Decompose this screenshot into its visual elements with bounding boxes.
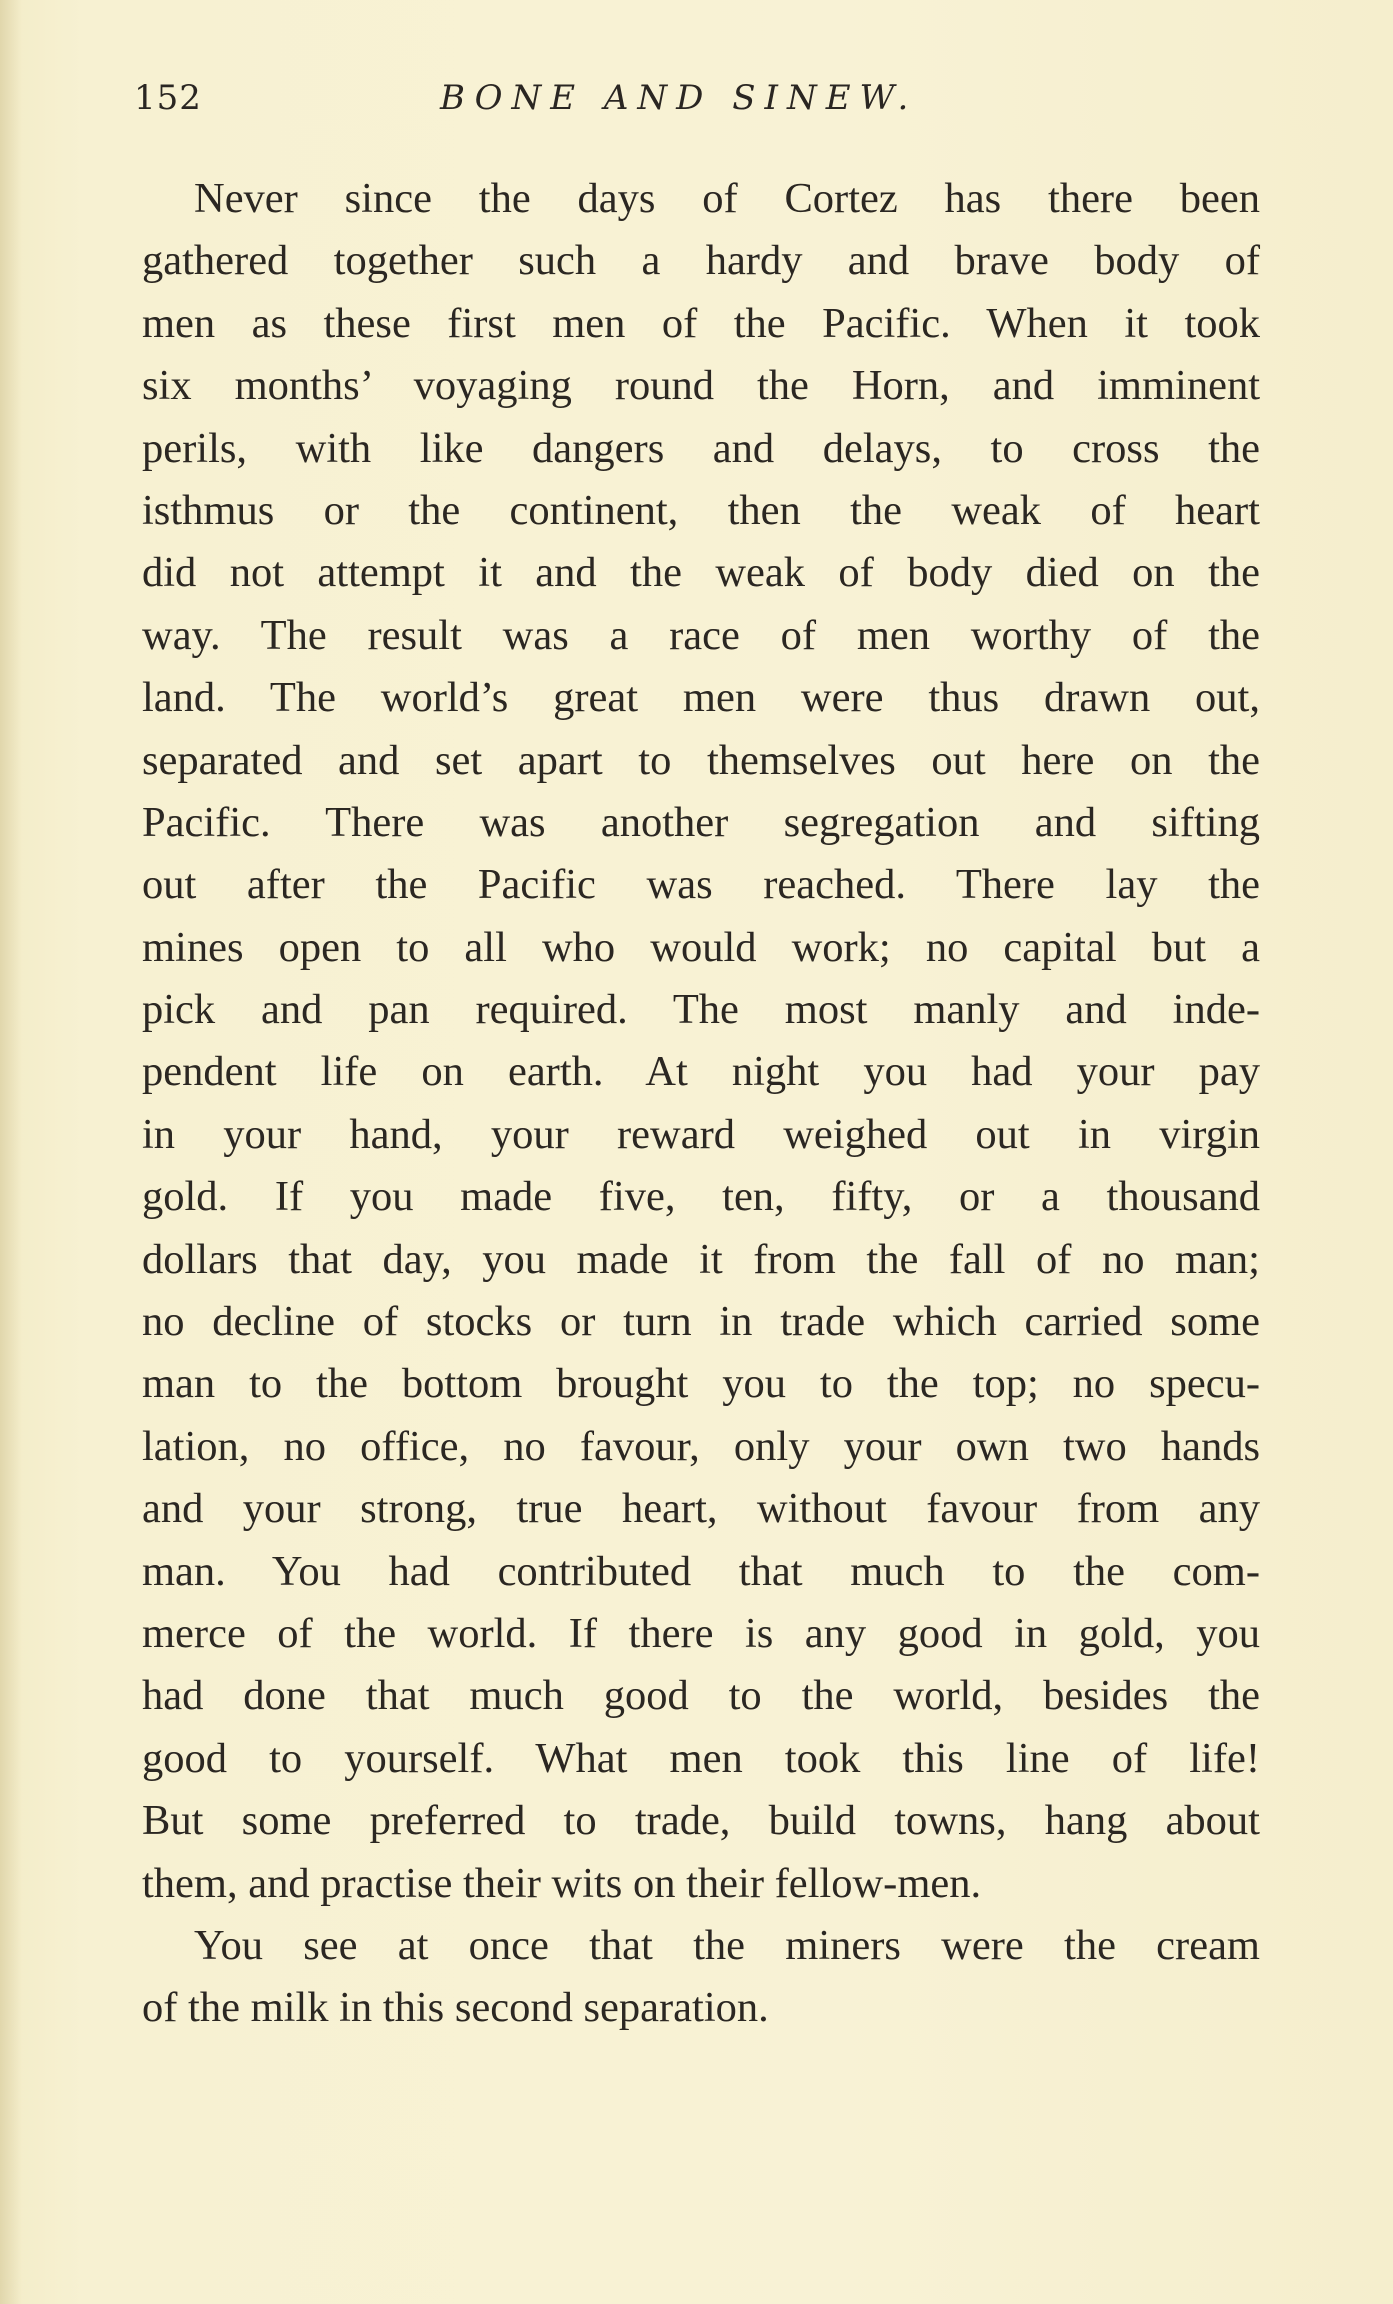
text-line: merce of the world. If there is any good in gold, you: [142, 1609, 1260, 1657]
text-line: of the milk in this second separation.: [142, 1984, 769, 2032]
page-gutter-shadow: [0, 0, 22, 2304]
text-line: separated and set apart to themselves out here on the: [142, 736, 1260, 784]
running-head: [134, 78, 1264, 138]
text-line: dollars that day, you made it from the fall of no man;: [142, 1235, 1260, 1283]
text-line: out after the Pacific was reached. There lay the: [142, 861, 1260, 909]
running-title: BONE AND SINEW.: [440, 78, 918, 118]
text-line: pick and pan required. The most manly and inde-: [142, 986, 1260, 1034]
paragraph-1: [142, 168, 1260, 1915]
text-line: way. The result was a race of men worthy of the: [142, 611, 1260, 659]
text-line: no decline of stocks or turn in trade which carried some: [142, 1298, 1260, 1346]
body-text: [142, 168, 1260, 2040]
text-line: six months’ voyaging round the Horn, and imminent: [142, 362, 1260, 410]
text-line: pendent life on earth. At night you had your pay: [142, 1048, 1260, 1096]
paragraph-2: [142, 1915, 1260, 2040]
text-line: gold. If you made five, ten, fifty, or a thousand: [142, 1173, 1260, 1221]
text-line: perils, with like dangers and delays, to cross the: [142, 424, 1260, 472]
text-line: You see at once that the miners were the cream: [194, 1921, 1260, 1969]
text-line: did not attempt it and the weak of body died on the: [142, 549, 1260, 597]
text-line: Never since the days of Cortez has there been: [194, 175, 1260, 222]
text-line: men as these first men of the Pacific. When it took: [142, 299, 1260, 347]
text-line: in your hand, your reward weighed out in virgin: [142, 1110, 1260, 1158]
text-line: and your strong, true heart, without favour from any: [142, 1485, 1260, 1533]
text-line: man. You had contributed that much to the com-: [142, 1547, 1260, 1595]
text-line: good to yourself. What men took this line of life!: [142, 1734, 1260, 1782]
text-line: mines open to all who would work; no capital but a: [142, 923, 1260, 971]
text-line: Pacific. There was another segregation and sifting: [142, 798, 1260, 846]
text-line: had done that much good to the world, besides the: [142, 1672, 1260, 1720]
text-line: gathered together such a hardy and brave body of: [142, 237, 1260, 285]
page-number: 152: [134, 78, 202, 118]
text-line: man to the bottom brought you to the top; no specu-: [142, 1360, 1260, 1408]
text-line: But some preferred to trade, build towns, hang about: [142, 1797, 1260, 1845]
text-line: them, and practise their wits on their fellow-men.: [142, 1859, 982, 1907]
text-line: land. The world’s great men were thus drawn out,: [142, 674, 1260, 722]
text-line: isthmus or the continent, then the weak of heart: [142, 486, 1260, 534]
text-line: lation, no office, no favour, only your own two hands: [142, 1422, 1260, 1470]
